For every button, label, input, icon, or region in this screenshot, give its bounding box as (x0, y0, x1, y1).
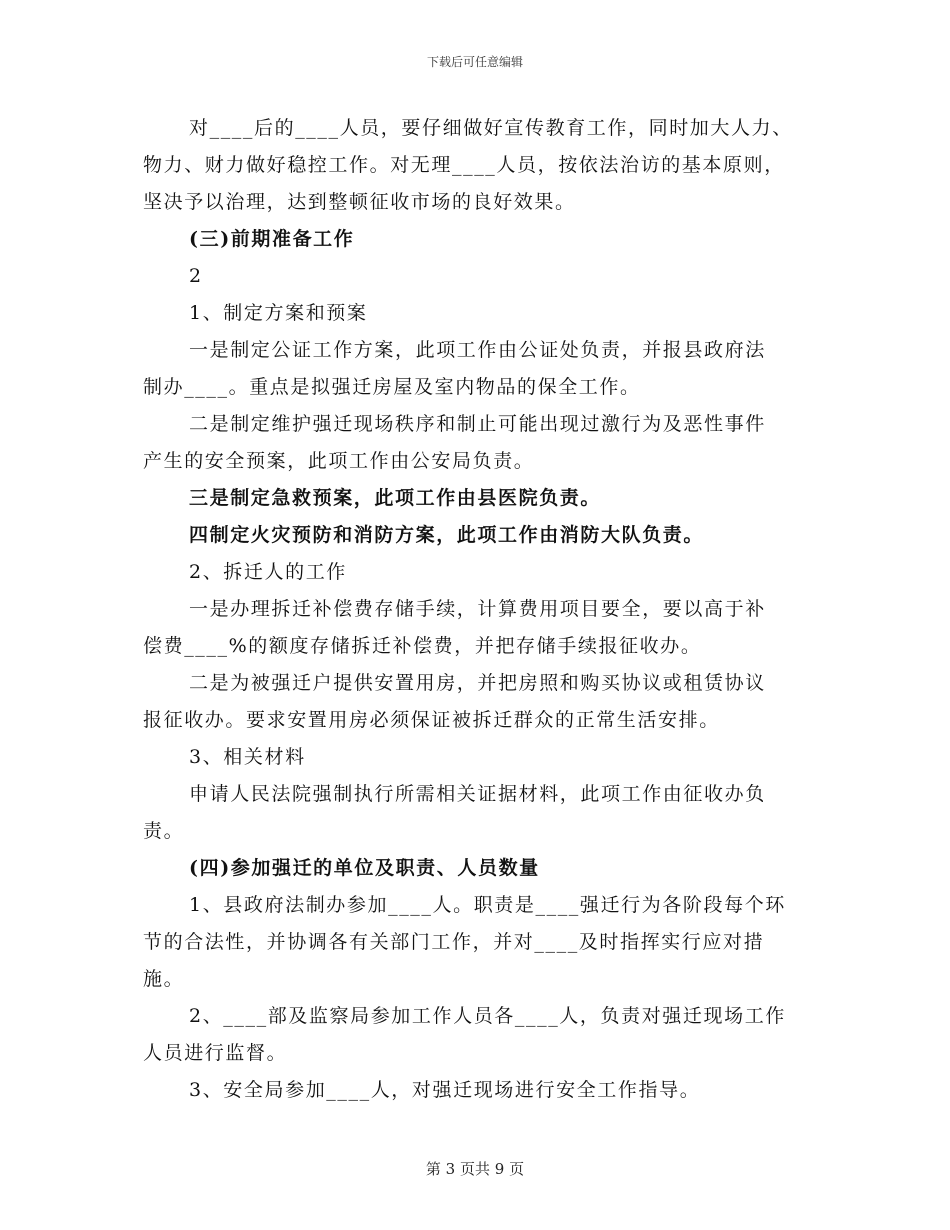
page-footer: 第 3 页共 9 页 (425, 1160, 525, 1178)
paragraph-line: 二是制定维护强迁现场秩序和制止可能出现过激行为及恶性事件 (189, 413, 766, 435)
paragraph-line: 产生的安全预案，此项工作由公安局负责。 (143, 450, 535, 472)
document-body (143, 110, 808, 1109)
paragraph-line: 一是办理拆迁补偿费存储手续，计算费用项目要全，要以高于补 (189, 598, 766, 620)
paragraph-line: 偿费____%的额度存储拆迁补偿费，并把存储手续报征收办。 (143, 635, 702, 657)
paragraph-line: 施。 (143, 968, 185, 990)
section-heading: (四)参加强迁的单位及职责、人员数量 (189, 857, 540, 879)
paragraph-line: 对____后的____人员，要仔细做好宣传教育工作，同时加大人力、 (189, 117, 793, 139)
subsection-heading: 1、制定方案和预案 (189, 302, 368, 324)
paragraph-line: 制办____。重点是拟强迁房屋及室内物品的保全工作。 (143, 376, 641, 398)
paragraph-line: 节的合法性，并协调各有关部门工作，并对____及时指挥实行应对措 (143, 931, 765, 953)
paragraph-line-bold: 四制定火灾预防和消防方案，此项工作由消防大队负责。 (189, 524, 705, 546)
paragraph-line: 责。 (143, 820, 185, 842)
paragraph-line: 2 (189, 265, 203, 287)
paragraph-line: 报征收办。要求安置用房必须保证被拆迁群众的正常生活安排。 (143, 709, 720, 731)
paragraph-line: 2、____部及监察局参加工作人员各____人，负责对强迁现场工作 (189, 1005, 786, 1027)
paragraph-line: 一是制定公证工作方案，此项工作由公证处负责，并报县政府法 (189, 339, 766, 361)
paragraph-line: 二是为被强迁户提供安置用房，并把房照和购买协议或租赁协议 (189, 672, 766, 694)
paragraph-line: 坚决予以治理，达到整顿征收市场的良好效果。 (143, 191, 576, 213)
subsection-heading: 2、拆迁人的工作 (189, 561, 347, 583)
paragraph-line: 1、县政府法制办参加____人。职责是____强迁行为各阶段每个环 (189, 894, 786, 916)
paragraph-line: 申请人民法院强制执行所需相关证据材料，此项工作由征收办负 (189, 783, 766, 805)
subsection-heading: 3、相关材料 (189, 746, 306, 768)
paragraph-line: 人员进行监督。 (143, 1042, 288, 1064)
page-header: 下载后可任意编辑 (426, 55, 523, 69)
paragraph-line-bold: 三是制定急救预案，此项工作由县医院负责。 (189, 487, 602, 509)
section-heading: (三)前期准备工作 (189, 228, 355, 250)
paragraph-line: 物力、财力做好稳控工作。对无理____人员，按依法治访的基本原则， (143, 154, 785, 176)
paragraph-line: 3、安全局参加____人，对强迁现场进行安全工作指导。 (189, 1079, 701, 1101)
